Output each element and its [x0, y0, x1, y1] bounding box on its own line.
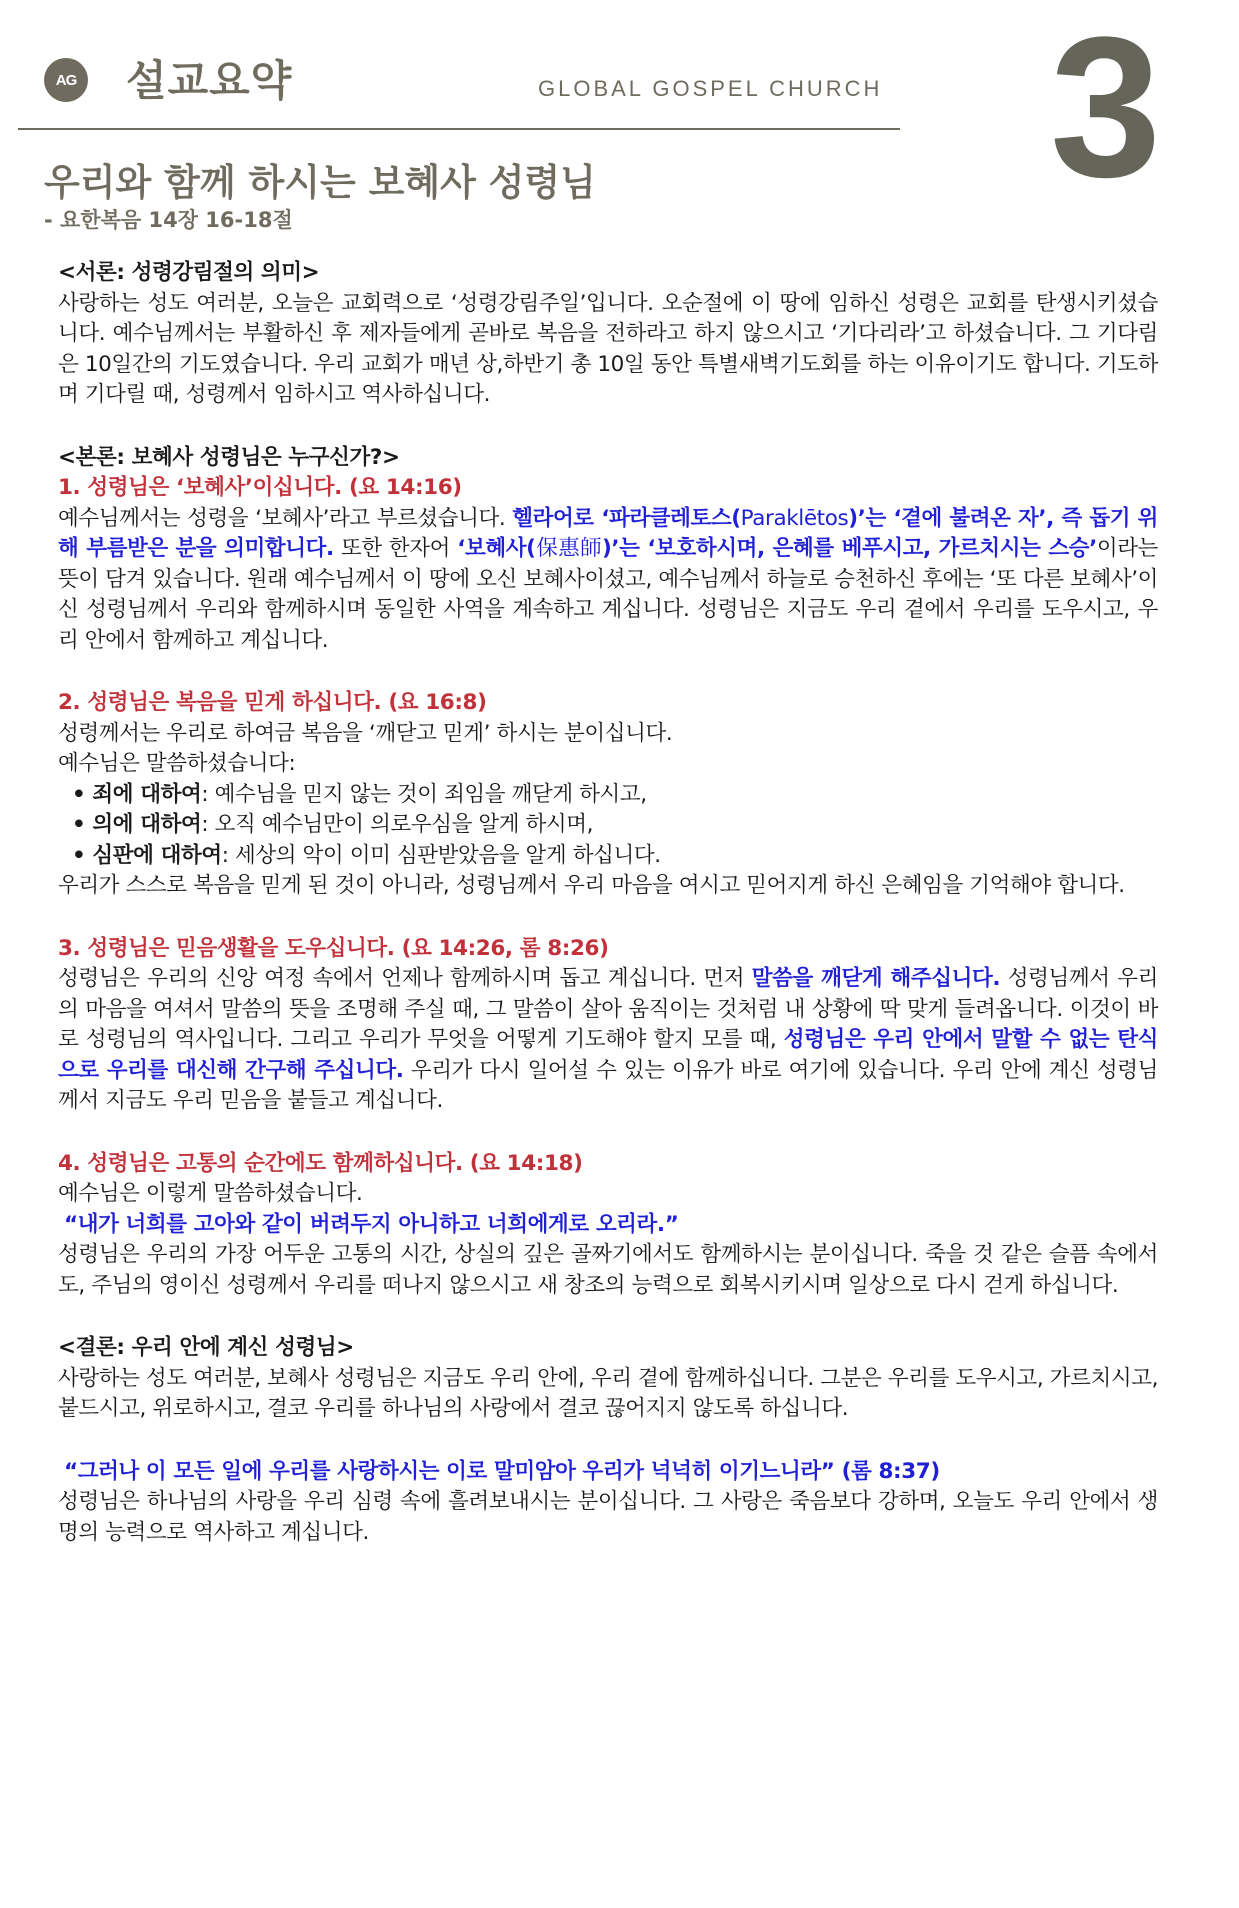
point-1-text-a: 예수님께서는 성령을 ‘보혜사’라고 부르셨습니다.: [58, 505, 513, 531]
point-1-highlight-a-end: )’는 ‘곁에 불려온 자’, 즉 돕기 위해 부름받은 분을 의미합니다.: [58, 505, 1158, 561]
point-3-text-a: 성령님은 우리의 신앙 여정 속에서 언제나 함께하시며 돕고 계십니다. 먼저: [58, 966, 752, 991]
page-number: 3: [1050, 0, 1162, 219]
conclusion-paragraph: 사랑하는 성도 여러분, 보혜사 성령님은 지금도 우리 안에, 우리 곁에 함께하십니다. 그분은 우리를 도우시고, 가르치시고, 붙드시고, 위로하시고, 결코 우리를 하나님의 사랑에서 결코 끊어지지 않도록 하십니다.: [58, 1365, 1158, 1421]
point-1-greek-term: Paraklētos: [740, 505, 849, 531]
point-4-line-1: 예수님은 이렇게 말씀하셨습니다.: [58, 1181, 363, 1206]
church-logo-icon: AG: [44, 58, 88, 102]
point-1-title: 1. 성령님은 ‘보혜사’이십니다. (요 14:16): [58, 475, 462, 500]
list-item: [58, 841, 1158, 872]
point-1-text-c: 이라는 뜻이 담겨 있습니다. 원래 예수님께서 이 땅에 오신 보혜사이셨고, 예수님께서 하늘로 승천하신 후에는 ‘또 다른 보혜사’이신 성령님께서 우리와 함께하시며 동일한 사역을 계속하고 계십니다. 성령님은 지금도 우리 곁에서 우리를 도우시고, 우리 안에서 함께하고 계십니다.: [58, 536, 1158, 653]
point-1-highlight-a: 헬라어로 ‘파라클레토스(: [512, 505, 741, 531]
scripture-reference: - 요한복음 14장 16-18절: [44, 208, 293, 232]
sermon-title: 우리와 함께 하시는 보혜사 성령님: [44, 161, 596, 204]
point-4-quote: “내가 너희를 고아와 같이 버려두지 아니하고 너희에게로 오리라.”: [64, 1211, 679, 1237]
list-item: [58, 780, 1158, 811]
bullet-text: : 세상의 악이 이미 심판받았음을 알게 하십니다.: [221, 842, 661, 868]
church-name: GLOBAL GOSPEL CHURCH: [538, 76, 883, 101]
point-3-highlight-a: 말씀을 깨닫게 해주십니다.: [751, 966, 1001, 991]
point-2-line-1: 성령께서는 우리로 하여금 복음을 ‘깨닫고 믿게’ 하시는 분이십니다.: [58, 720, 673, 746]
point-4-title: 4. 성령님은 고통의 순간에도 함께하십니다. (요 14:18): [58, 1150, 583, 1176]
page-header: [0, 0, 1239, 240]
point-2-line-2: 예수님은 말씀하셨습니다:: [58, 751, 296, 776]
bullet-text: : 오직 예수님만이 의로우심을 알게 하시며,: [201, 812, 594, 837]
point-3-text-b: 성령님께서 우리의 마음을 여셔서 말씀의 뜻을 조명해 주실 때, 그 말씀이 살아 움직이는 것처럼 내 상황에 딱 맞게 들려옵니다. 이것이 바로 성령님의 역사입니다. 그리고 우리가 무엇을 어떻게 기도해야 할지 모를 때,: [58, 966, 1159, 1052]
bullet-label: • 의에 대하여: [72, 812, 202, 837]
point-3-paragraph: [58, 964, 1158, 1117]
bullet-label: • 죄에 대하여: [72, 781, 202, 807]
intro-paragraph: 사랑하는 성도 여러분, 오늘은 교회력으로 ‘성령강림주일’입니다. 오순절에 이 땅에 임하신 성령은 교회를 탄생시키셨습니다. 예수님께서는 부활하신 후 제자들에게 곧바로 복음을 전하라고 하지 않으시고 ‘기다리라’고 하셨습니다. 그 기다림은 10일간의 기도였습니다. 우리 교회가 매년 상,하반기 총 10일 동안 특별새벽기도회를 하는 이유이기도 합니다. 기도하며 기다릴 때, 성령께서 임하시고 역사하십니다.: [58, 290, 1158, 407]
point-4-closing: 성령님은 우리의 가장 어두운 고통의 시간, 상실의 깊은 골짜기에서도 함께하시는 분이십니다. 죽을 것 같은 슬픔 속에서도, 주님의 영이신 성령께서 우리를 떠나지 않으시고 새 창조의 능력으로 회복시키시며 일상으로 다시 걷게 하십니다.: [58, 1242, 1158, 1298]
point-2-closing: 우리가 스스로 복음을 믿게 된 것이 아니라, 성령님께서 우리 마음을 여시고 믿어지게 하신 은혜임을 기억해야 합니다.: [58, 873, 1125, 898]
sermon-body: [58, 258, 1158, 1548]
main-heading: <본론: 보혜사 성령님은 누구신가?>: [58, 444, 400, 470]
bullet-label: • 심판에 대하여: [72, 842, 222, 868]
conclusion-closing: 성령님은 하나님의 사랑을 우리 심령 속에 흘려보내시는 분이십니다. 그 사랑은 죽음보다 강하며, 오늘도 우리 안에서 생명의 능력으로 역사하고 계십니다.: [58, 1489, 1158, 1545]
bullet-text: : 예수님을 믿지 않는 것이 죄임을 깨닫게 하시고,: [201, 781, 647, 807]
point-1-hanja-term: 保惠師: [535, 536, 602, 561]
point-1-paragraph: [58, 504, 1158, 657]
point-3-highlight-b: 성령님은 우리 안에서 말할 수 없는 탄식으로 우리를 대신해 간구해 주십니다.: [58, 1027, 1159, 1083]
point-1-text-b: 또한 한자어: [333, 536, 458, 561]
point-3-text-c: 우리가 다시 일어설 수 있는 이유가 바로 여기에 있습니다. 우리 안에 계신 성령님께서 지금도 우리 믿음을 붙들고 계십니다.: [58, 1057, 1158, 1113]
point-1-highlight-b: ‘보혜사(: [457, 536, 536, 561]
conclusion-quote: “그러나 이 모든 일에 우리를 사랑하시는 이로 말미암아 우리가 넉넉히 이기느니라” (롬 8:37): [64, 1458, 940, 1484]
intro-heading: <서론: 성령강림절의 의미>: [58, 260, 320, 285]
doc-type-label: 설교요약: [126, 56, 293, 105]
list-item: [58, 810, 1158, 841]
header-divider: [18, 128, 900, 130]
point-2-title: 2. 성령님은 복음을 믿게 하십니다. (요 16:8): [58, 690, 487, 715]
point-1-highlight-b-end: )’는 ‘보호하시며, 은혜를 베푸시고, 가르치시는 스승’: [601, 536, 1097, 561]
conclusion-heading: <결론: 우리 안에 계신 성령님>: [58, 1335, 354, 1360]
point-3-title: 3. 성령님은 믿음생활을 도우십니다. (요 14:26, 롬 8:26): [58, 935, 609, 961]
